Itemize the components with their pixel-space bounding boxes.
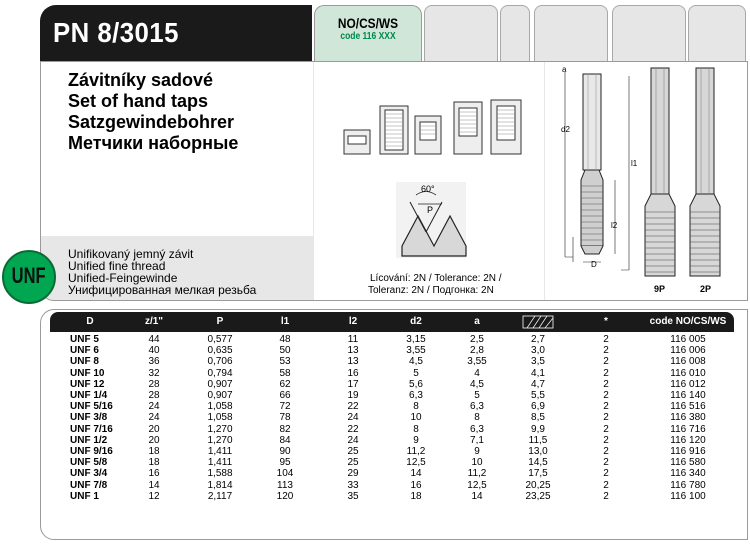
cell-count: 2: [603, 423, 609, 435]
header-bar: [40, 5, 312, 61]
cell-size: UNF 7/16: [70, 423, 113, 435]
table-row: [50, 424, 734, 435]
cell-count: 2: [603, 401, 609, 413]
cell-l1: 58: [279, 367, 291, 379]
cell-code: 116 005: [670, 334, 706, 345]
table-row: [50, 401, 734, 412]
cell-count: 2: [603, 334, 609, 345]
cell-pitch: 1,270: [207, 423, 233, 435]
cell-l1: 53: [279, 356, 291, 368]
cell-d2: 16: [410, 479, 422, 491]
cell-code: 116 516: [670, 401, 706, 413]
table-row: [50, 457, 734, 468]
label-2p: 2P: [700, 284, 712, 294]
cell-count: 2: [603, 378, 609, 390]
subtitle-en: Unified fine thread: [68, 259, 166, 273]
title-ru: Метчики наборные: [68, 133, 239, 153]
cell-d2: 6,3: [409, 390, 423, 401]
col-d: D: [86, 316, 94, 327]
cell-l2: 35: [347, 490, 359, 502]
cell-count: 2: [603, 446, 609, 457]
cell-size: UNF 7/8: [70, 479, 108, 491]
cell-l2: 33: [347, 479, 359, 491]
cell-size: UNF 1: [70, 490, 99, 502]
tolerance-line-1: Lícování: 2N / Tolerance: 2N /: [370, 273, 502, 284]
label-d2: d2: [561, 125, 570, 134]
cell-count: 2: [603, 434, 609, 446]
cell-a: 9: [474, 446, 480, 457]
cell-count: 2: [603, 367, 609, 379]
unf-badge: [2, 250, 56, 304]
cell-size: UNF 5/8: [70, 457, 108, 469]
cell-drill: 3,0: [531, 345, 545, 357]
label-9p: 9P: [654, 284, 666, 294]
cell-count: 2: [603, 390, 609, 401]
cell-tpi: 12: [148, 490, 160, 502]
cell-a: 2,8: [470, 345, 484, 357]
angle-label: 60°: [421, 184, 435, 194]
cell-d2: 8: [413, 423, 419, 435]
cell-code: 116 100: [670, 490, 706, 502]
table-row: [50, 334, 734, 345]
cell-size: UNF 12: [70, 378, 105, 390]
cell-code: 116 140: [670, 390, 706, 401]
cell-pitch: 1,411: [207, 457, 233, 469]
cell-a: 6,3: [470, 401, 484, 413]
cell-code: 116 716: [670, 423, 706, 435]
cell-l2: 25: [347, 446, 359, 457]
cell-l1: 82: [279, 423, 291, 435]
cell-size: UNF 3/8: [70, 412, 108, 424]
cell-tpi: 24: [148, 401, 160, 413]
cell-a: 5: [474, 390, 480, 401]
cell-drill: 5,5: [531, 390, 545, 401]
cell-drill: 20,25: [525, 479, 551, 491]
cell-code: 116 010: [670, 367, 706, 379]
cell-code: 116 380: [670, 412, 706, 424]
table-row: [50, 468, 734, 479]
cell-drill: 13,0: [528, 446, 548, 457]
cell-drill: 6,9: [531, 401, 545, 413]
cell-tpi: 20: [148, 423, 160, 435]
cell-tpi: 40: [148, 345, 160, 357]
col-code: code NO/CS/WS: [649, 316, 727, 327]
cell-a: 4: [474, 367, 480, 379]
pitch-label: P: [427, 205, 434, 215]
table-row: [50, 390, 734, 401]
table-row: [50, 368, 734, 379]
cell-count: 2: [603, 457, 609, 469]
cell-a: 3,55: [467, 356, 487, 368]
cell-l2: 11: [347, 334, 359, 345]
cell-d2: 9: [413, 434, 419, 446]
cell-l2: 22: [347, 401, 359, 413]
col-d2: d2: [410, 316, 422, 327]
tab-empty-1[interactable]: [424, 5, 498, 61]
cell-d2: 11,2: [406, 446, 426, 457]
cell-drill: 4,1: [531, 367, 545, 379]
cell-l1: 104: [276, 468, 294, 480]
cell-pitch: 1,058: [207, 412, 233, 424]
label-D: D: [591, 260, 597, 269]
table-row: [50, 435, 734, 446]
title-de: Satzgewindebohrer: [68, 112, 235, 132]
tab-empty-2[interactable]: [500, 5, 530, 61]
col-z: z/1": [144, 316, 164, 327]
cell-d2: 12,5: [406, 457, 426, 469]
tab-empty-3[interactable]: [534, 5, 608, 61]
unf-badge-label: UNF: [12, 263, 46, 288]
cell-a: 2,5: [470, 334, 484, 345]
cell-pitch: 1,270: [207, 434, 233, 446]
cell-d2: 3,15: [406, 334, 426, 345]
cell-a: 6,3: [470, 423, 484, 435]
cell-pitch: 1,814: [207, 479, 233, 491]
table-header: [50, 312, 734, 332]
cell-drill: 3,5: [531, 356, 545, 368]
title-cs: Závitníky sadové: [68, 70, 214, 90]
cell-tpi: 20: [148, 434, 160, 446]
cell-l2: 19: [347, 390, 359, 401]
col-l2: l2: [348, 316, 358, 327]
cell-size: UNF 6: [70, 345, 99, 357]
table-row: [50, 491, 734, 502]
product-code: PN 8/3015: [53, 17, 179, 48]
cell-tpi: 24: [148, 412, 160, 424]
cell-code: 116 120: [670, 434, 706, 446]
cell-d2: 3,55: [406, 345, 426, 357]
cell-tpi: 18: [148, 457, 160, 469]
cell-a: 4,5: [470, 378, 484, 390]
cell-size: UNF 5/16: [70, 401, 113, 413]
cell-l2: 13: [347, 345, 359, 357]
cell-d2: 14: [410, 468, 422, 480]
cell-l1: 90: [279, 446, 291, 457]
col-a: a: [474, 316, 480, 327]
subtitle-cs: Unifikovaný jemný závit: [68, 247, 194, 261]
cell-tpi: 44: [148, 334, 160, 345]
cell-a: 10: [471, 457, 483, 469]
tab-no-cs-ws[interactable]: [314, 5, 422, 63]
cell-code: 116 340: [670, 468, 706, 480]
cell-pitch: 0,794: [207, 367, 233, 379]
cell-size: UNF 10: [70, 367, 105, 379]
col-star: *: [604, 316, 608, 327]
cell-l1: 72: [279, 401, 291, 413]
table-row: [50, 412, 734, 423]
cell-count: 2: [603, 345, 609, 357]
table-row: [50, 356, 734, 367]
tab-title: NO/CS/WS: [337, 15, 399, 31]
cell-code: 116 780: [670, 479, 706, 491]
cell-drill: 9,9: [531, 423, 545, 435]
cell-drill: 11,5: [528, 434, 548, 446]
cell-l2: 29: [347, 468, 359, 480]
cell-l2: 24: [347, 434, 359, 446]
cell-code: 116 012: [670, 378, 706, 390]
title-en: Set of hand taps: [68, 91, 209, 111]
cell-l1: 95: [279, 457, 291, 469]
cell-drill: 2,7: [531, 334, 545, 345]
table-row: [50, 480, 734, 491]
table-row: [50, 379, 734, 390]
thread-drawings: [314, 62, 544, 300]
cell-drill: 17,5: [528, 468, 548, 480]
tab-empty-4[interactable]: [612, 5, 686, 61]
label-l2: l2: [611, 221, 618, 230]
cell-size: UNF 1/2: [70, 434, 108, 446]
cell-pitch: 0,907: [207, 378, 233, 390]
cell-l2: 16: [347, 367, 359, 379]
cell-l1: 62: [279, 378, 291, 390]
cell-code: 116 008: [670, 356, 706, 368]
cell-pitch: 0,706: [207, 356, 233, 368]
tab-empty-5[interactable]: [688, 5, 746, 61]
cell-drill: 23,25: [525, 490, 551, 502]
cell-l1: 84: [279, 434, 291, 446]
cell-d2: 5: [413, 367, 419, 379]
cell-d2: 4,5: [409, 356, 423, 368]
tolerance-line-2: Toleranz: 2N / Подгонка: 2N: [368, 285, 494, 296]
cell-code: 116 916: [670, 446, 706, 457]
tap-drawings: [545, 62, 747, 300]
drill-size-icon: [518, 314, 558, 330]
cell-l1: 78: [279, 412, 291, 424]
cell-a: 7,1: [470, 434, 484, 446]
cell-l1: 120: [276, 490, 294, 502]
cell-a: 11,2: [467, 468, 487, 480]
cell-drill: 4,7: [531, 378, 545, 390]
cell-size: UNF 8: [70, 356, 99, 368]
cell-size: UNF 1/4: [70, 390, 108, 401]
table-row: [50, 446, 734, 457]
cell-drill: 8,5: [531, 412, 545, 424]
label-a: a: [562, 65, 567, 74]
cell-a: 14: [471, 490, 483, 502]
cell-tpi: 28: [148, 378, 160, 390]
cell-tpi: 36: [148, 356, 160, 368]
cell-tpi: 28: [148, 390, 160, 401]
tab-code: code 116 XXX: [340, 31, 396, 42]
cell-code: 116 006: [670, 345, 706, 357]
cell-pitch: 1,058: [207, 401, 233, 413]
cell-pitch: 0,635: [207, 345, 233, 357]
cell-l1: 66: [279, 390, 291, 401]
cell-a: 12,5: [467, 479, 487, 491]
cell-tpi: 16: [148, 468, 160, 480]
subtitle-de: Unified-Feingewinde: [68, 271, 178, 285]
cell-count: 2: [603, 490, 609, 502]
cell-a: 8: [474, 412, 480, 424]
cell-pitch: 2,117: [207, 490, 233, 502]
cell-pitch: 0,577: [207, 334, 233, 345]
cell-l2: 17: [347, 378, 359, 390]
cell-size: UNF 5: [70, 334, 99, 345]
cell-d2: 8: [413, 401, 419, 413]
cell-tpi: 32: [148, 367, 160, 379]
cell-count: 2: [603, 412, 609, 424]
cell-pitch: 1,588: [207, 468, 233, 480]
cell-l1: 50: [279, 345, 291, 357]
cell-l1: 113: [277, 479, 293, 491]
cell-pitch: 0,907: [207, 390, 233, 401]
cell-size: UNF 3/4: [70, 468, 108, 480]
cell-l2: 13: [347, 356, 359, 368]
cell-count: 2: [603, 479, 609, 491]
cell-tpi: 18: [148, 446, 160, 457]
col-l1: l1: [280, 316, 290, 327]
cell-pitch: 1,411: [207, 446, 233, 457]
cell-code: 116 580: [670, 457, 706, 469]
label-l1: l1: [631, 159, 638, 168]
cell-d2: 10: [410, 412, 422, 424]
subtitle-ru: Унифицированная мелкая резьба: [68, 283, 257, 297]
table-row: [50, 345, 734, 356]
cell-size: UNF 9/16: [70, 446, 113, 457]
cell-tpi: 14: [148, 479, 160, 491]
cell-d2: 18: [410, 490, 422, 502]
cell-l2: 24: [347, 412, 359, 424]
cell-l2: 22: [347, 423, 359, 435]
cell-l1: 48: [279, 334, 291, 345]
cell-l2: 25: [347, 457, 359, 469]
cell-drill: 14,5: [528, 457, 548, 469]
cell-d2: 5,6: [409, 378, 423, 390]
col-p: P: [216, 316, 224, 327]
cell-count: 2: [603, 468, 609, 480]
cell-count: 2: [603, 356, 609, 368]
